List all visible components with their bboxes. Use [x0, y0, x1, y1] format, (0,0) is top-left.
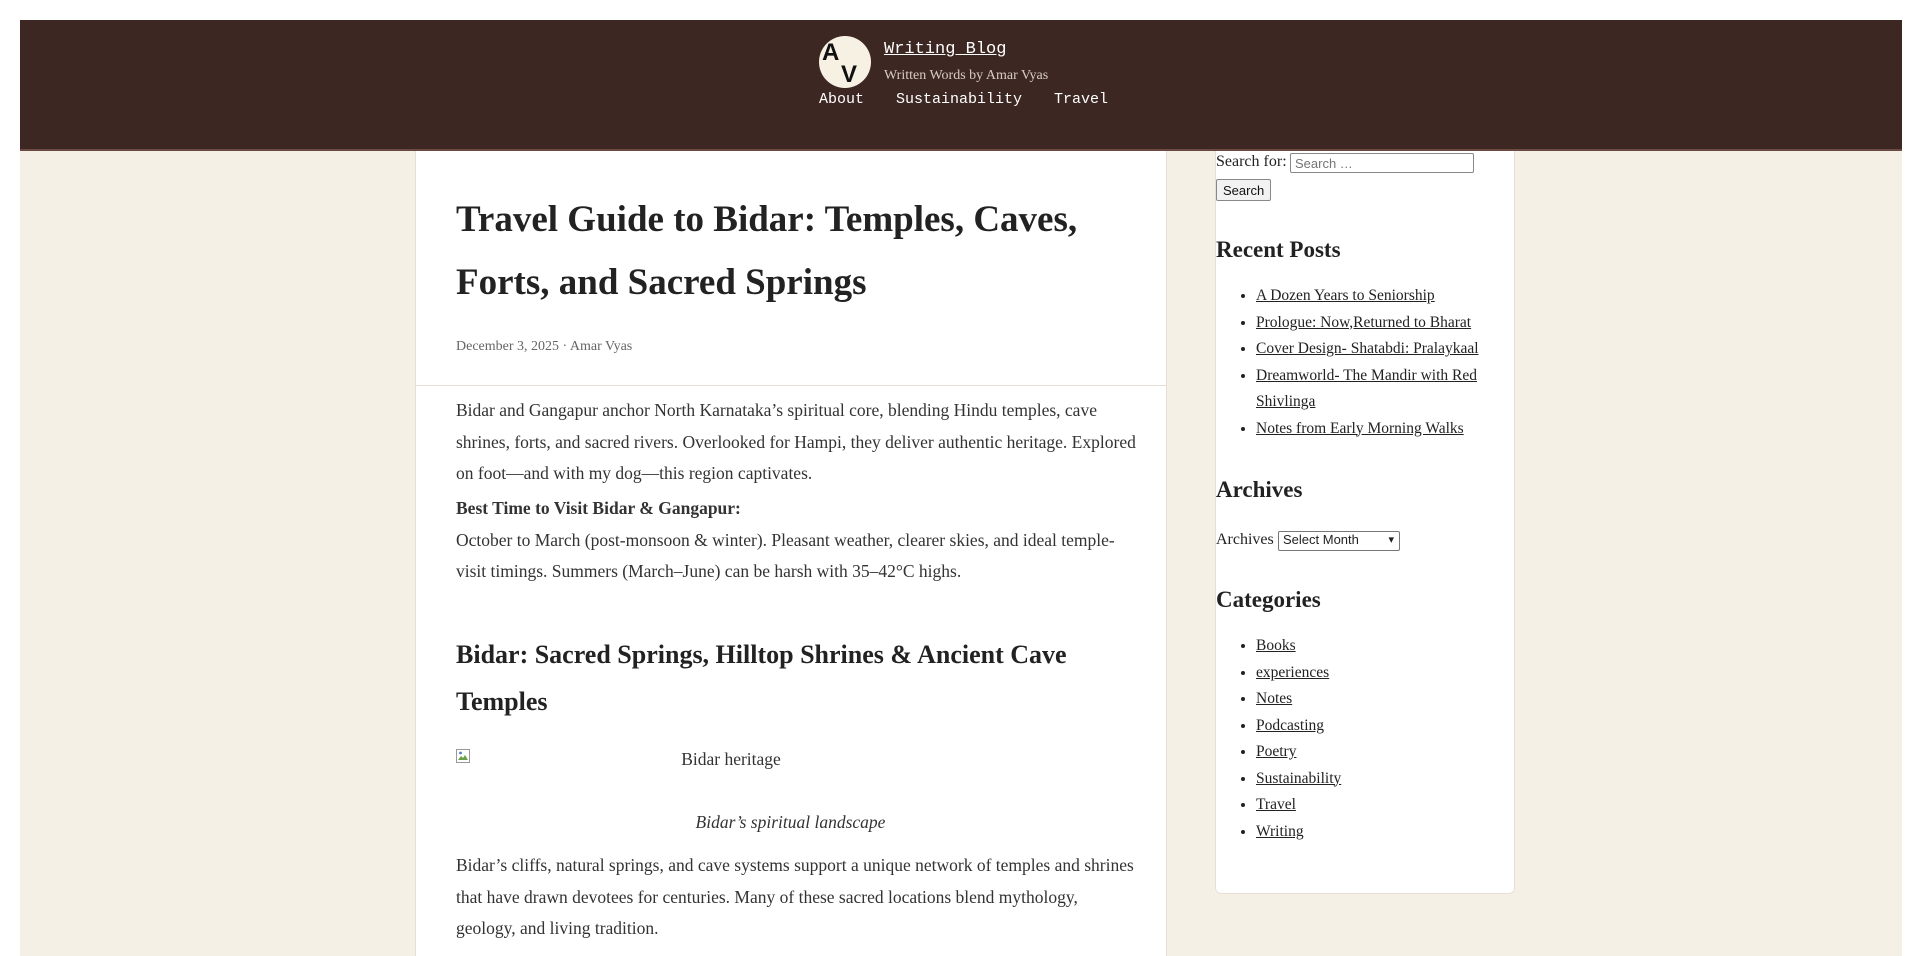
sidebar: [1215, 151, 1515, 894]
list-item: [1256, 336, 1526, 363]
categories-list: [1216, 633, 1526, 845]
browser-viewport: [20, 20, 1902, 956]
list-item: [1256, 766, 1526, 793]
site-header: [20, 20, 1902, 151]
recent-post-link[interactable]: Notes from Early Morning Walks: [1256, 419, 1464, 437]
image-caption: Bidar’s spiritual landscape: [695, 812, 886, 832]
list-item: [1256, 416, 1526, 443]
category-link[interactable]: Writing: [1256, 822, 1304, 840]
logo-letter-v: V: [841, 61, 858, 88]
category-link[interactable]: Sustainability: [1256, 769, 1342, 787]
section-heading: Bidar: Sacred Springs, Hilltop Shrines & Ancient Cave Temples: [456, 640, 1067, 716]
category-link[interactable]: Podcasting: [1256, 716, 1325, 734]
best-time-text: October to March (post-monsoon & winter). Pleasant weather, clearer skies, and ideal temple-visit timings. Summers (March–June) can be harsh with 35–42°C highs.: [456, 529, 1115, 581]
best-time-heading: Best Time to Visit Bidar & Gangapur:: [456, 498, 741, 518]
recent-post-link[interactable]: Cover Design- Shatabdi: Pralaykaal: [1256, 340, 1479, 357]
search-button[interactable]: Search: [1216, 179, 1271, 201]
image-alt-text: Bidar heritage: [681, 749, 781, 769]
archives-selected-value: Select Month: [1283, 532, 1359, 547]
site-tagline: Written Words by Amar Vyas: [884, 68, 1049, 83]
category-link[interactable]: Notes: [1256, 690, 1293, 707]
site-logo[interactable]: [819, 36, 871, 88]
category-link[interactable]: Books: [1256, 637, 1296, 654]
archives-label: Archives: [1216, 531, 1274, 548]
intro-paragraph: Bidar and Gangapur anchor North Karnataka’s spiritual core, blending Hindu temples, cave shrines, forts, and sacred rivers. Overlooked for Hampi, they deliver authentic heritage. Explored on foot—and with my dog—this region captivates.: [456, 400, 1136, 483]
list-item: [1256, 283, 1526, 310]
search-label: Search for:: [1216, 153, 1287, 170]
nav-item-sustainability[interactable]: Sustainability: [896, 91, 1023, 108]
recent-post-link[interactable]: Prologue: Now,Returned to Bharat: [1256, 313, 1472, 331]
list-item: [1256, 310, 1526, 337]
category-link[interactable]: Travel: [1256, 796, 1296, 813]
primary-nav: [819, 91, 1108, 108]
archives-heading: Archives: [1216, 477, 1303, 502]
chevron-down-icon: ▾: [1388, 534, 1394, 546]
list-item: [1256, 713, 1526, 740]
nav-item-travel[interactable]: Travel: [1054, 91, 1109, 108]
recent-post-link[interactable]: A Dozen Years to Seniorship: [1256, 287, 1435, 304]
best-time-paragraph: [456, 493, 1136, 588]
section-paragraph: Bidar’s cliffs, natural springs, and cave systems support a unique network of temples and shrines that have drawn devotees for centuries. Many of these sacred locations blend mythology, geology, and living tradition.: [456, 855, 1134, 938]
post-title: Travel Guide to Bidar: Temples, Caves, Forts, and Sacred Springs: [456, 199, 1078, 303]
search-input[interactable]: [1290, 153, 1474, 173]
category-link[interactable]: experiences: [1256, 663, 1330, 681]
categories-heading: Categories: [1216, 587, 1321, 612]
header-divider: [416, 385, 1166, 386]
recent-post-link[interactable]: Dreamworld- The Mandir with Red Shivlinga: [1256, 366, 1477, 410]
recent-posts-list: [1216, 283, 1526, 442]
post-article: [415, 151, 1167, 956]
post-meta: December 3, 2025 · Amar Vyas: [456, 339, 633, 354]
archives-select[interactable]: [1278, 531, 1400, 551]
list-item: [1256, 792, 1526, 819]
category-link[interactable]: Poetry: [1256, 743, 1297, 760]
list-item: [1256, 819, 1526, 846]
list-item: [1256, 633, 1526, 660]
list-item: [1256, 363, 1526, 416]
list-item: [1256, 739, 1526, 766]
recent-posts-heading: Recent Posts: [1216, 237, 1341, 262]
site-title-link[interactable]: Writing Blog: [884, 40, 1007, 59]
logo-letter-a: A: [822, 39, 840, 66]
list-item: [1256, 660, 1526, 687]
nav-item-about[interactable]: About: [819, 91, 865, 108]
list-item: [1256, 686, 1526, 713]
